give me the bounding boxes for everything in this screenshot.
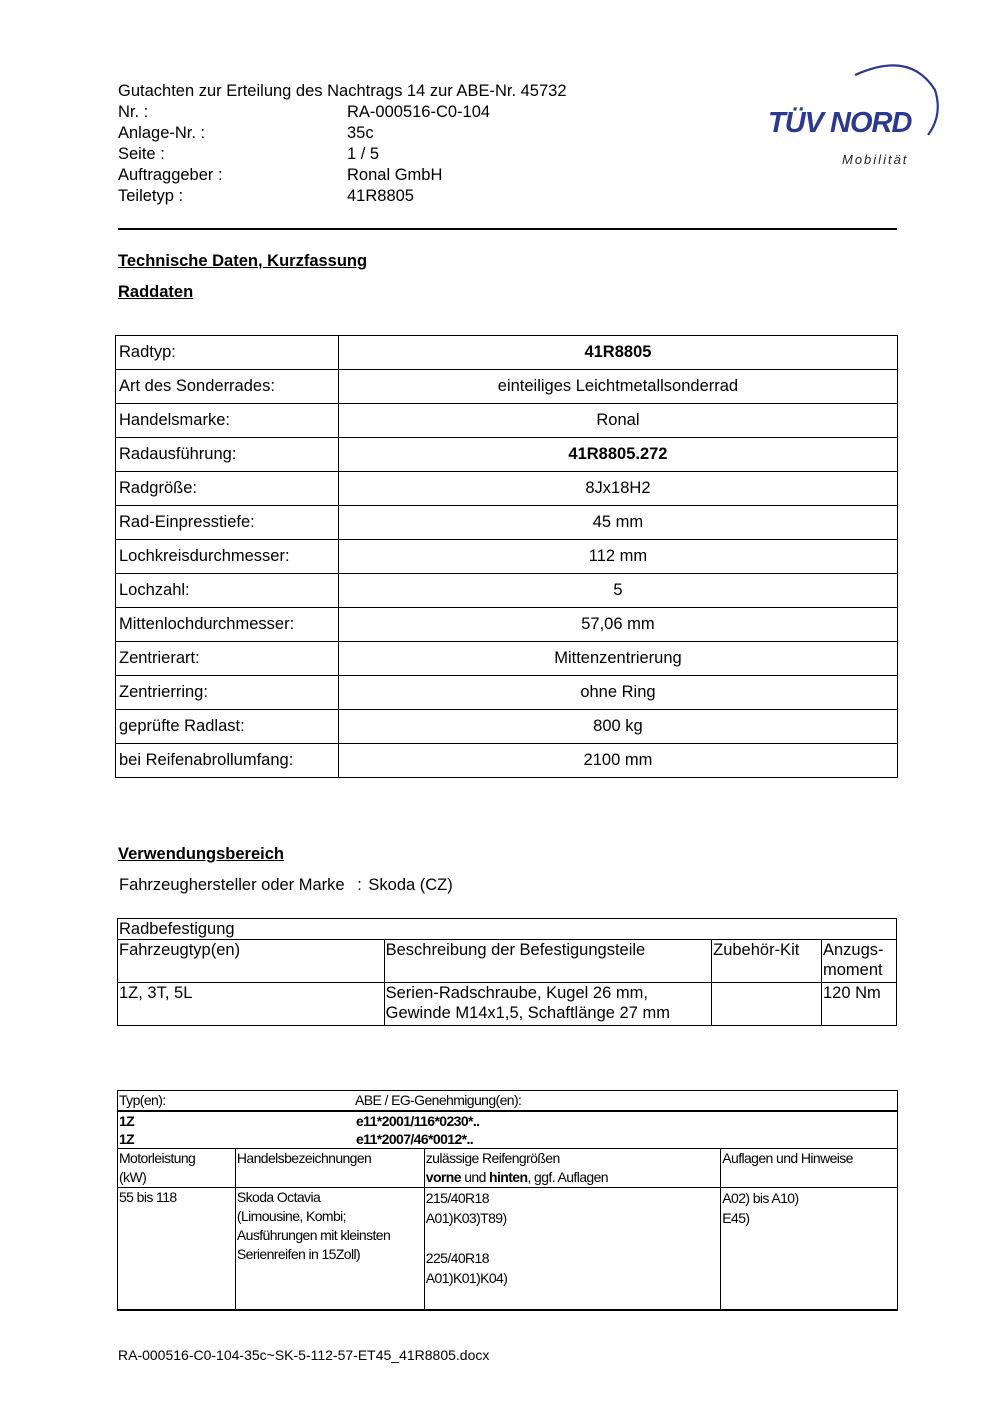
befestigung-cell — [712, 983, 822, 1026]
header-label: Teiletyp : — [118, 187, 184, 205]
hersteller-sep: : — [357, 876, 362, 894]
abe-cell-leistung: 55 bis 118 — [118, 1188, 236, 1310]
abe-gen: e11*2007/46*0012*.. — [356, 1131, 474, 1147]
abe-header-leistung: Motorleistung (kW) — [118, 1149, 236, 1188]
abe-header-handel: Handelsbezeichnungen — [235, 1149, 424, 1188]
abe-type: 1Z — [119, 1131, 135, 1147]
abe-header-und: und — [460, 1169, 490, 1185]
header-row-anlage — [118, 123, 567, 144]
raddaten-value: 41R8805 — [338, 336, 897, 370]
raddaten-label: Lochzahl: — [116, 574, 339, 608]
radbefestigung-table — [117, 918, 897, 1026]
header-row-auftraggeber — [118, 165, 567, 186]
raddaten-value: 45 mm — [338, 506, 897, 540]
raddaten-value: ohne Ring — [338, 676, 897, 710]
hersteller-line — [119, 876, 453, 895]
abe-table — [117, 1090, 898, 1311]
befestigung-title: Radbefestigung — [118, 919, 897, 940]
raddaten-value: 8Jx18H2 — [338, 472, 897, 506]
befestigung-cell: Serien-Radschraube, Kugel 26 mm, Gewinde M14x1,5, Schaftlänge 27 mm — [384, 983, 711, 1026]
abe-header-vorne: vorne — [425, 1169, 461, 1185]
raddaten-label: Mittenlochdurchmesser: — [116, 608, 339, 642]
abe-data-row — [118, 1188, 898, 1310]
document-footer: RA-000516-C0-104-35c~SK-5-112-57-ET45_41R8805.docx — [118, 1347, 490, 1363]
raddaten-value: 112 mm — [338, 540, 897, 574]
raddaten-value: Ronal — [338, 404, 897, 438]
abe-types-cell — [118, 1111, 898, 1149]
raddaten-row — [116, 608, 898, 642]
raddaten-row — [116, 676, 898, 710]
befestigung-header-cell: Zubehör-Kit — [712, 940, 822, 983]
raddaten-label: Handelsmarke: — [116, 404, 339, 438]
befestigung-title-row — [118, 919, 897, 940]
raddaten-row — [116, 744, 898, 778]
logo-brand: TÜV NORD — [768, 107, 912, 139]
raddaten-row — [116, 336, 898, 370]
raddaten-row — [116, 540, 898, 574]
header-value: 41R8805 — [347, 187, 414, 205]
befestigung-header-cell: Beschreibung der Befestigungsteile — [384, 940, 711, 983]
raddaten-value: 41R8805.272 — [338, 438, 897, 472]
tuev-nord-logo — [760, 55, 945, 175]
raddaten-label: Zentrierring: — [116, 676, 339, 710]
header-divider — [118, 228, 897, 230]
abe-header-rest: , ggf. Auflagen — [527, 1169, 608, 1185]
raddaten-value: 5 — [338, 574, 897, 608]
header-label: Nr. : — [118, 103, 149, 121]
abe-label-row — [118, 1091, 898, 1112]
abe-cell-auflagen: A02) bis A10) E45) — [721, 1188, 898, 1310]
raddaten-value: Mittenzentrierung — [338, 642, 897, 676]
befestigung-cell: 1Z, 3T, 5L — [118, 983, 385, 1026]
raddaten-value: 800 kg — [338, 710, 897, 744]
section-technische-daten: Technische Daten, Kurzfassung — [118, 252, 368, 270]
header-value: Ronal GmbH — [347, 166, 443, 184]
raddaten-label: geprüfte Radlast: — [116, 710, 339, 744]
befestigung-header-cell: Fahrzeugtyp(en) — [118, 940, 385, 983]
abe-cell-handel: Skoda Octavia (Limousine, Kombi; Ausführungen mit kleinsten Serienreifen in 15Zoll) — [235, 1188, 424, 1310]
raddaten-row — [116, 370, 898, 404]
raddaten-row — [116, 472, 898, 506]
header-value: RA-000516-C0-104 — [347, 103, 491, 121]
raddaten-row — [116, 404, 898, 438]
header-row-nr — [118, 102, 567, 123]
header-row-teiletyp — [118, 186, 567, 207]
abe-header-auflagen: Auflagen und Hinweise — [721, 1149, 898, 1188]
header-label: Auftraggeber : — [118, 166, 223, 184]
abe-cell-reifen: 215/40R18 A01)K03)T89) 225/40R18 A01)K01)K04) — [424, 1188, 720, 1310]
header-row-seite — [118, 144, 567, 165]
hersteller-label: Fahrzeughersteller oder Marke — [119, 876, 345, 894]
raddaten-row — [116, 710, 898, 744]
raddaten-label: Radausführung: — [116, 438, 339, 472]
raddaten-row — [116, 642, 898, 676]
befestigung-cell: 120 Nm — [822, 983, 897, 1026]
section-verwendungsbereich: Verwendungsbereich — [118, 845, 284, 863]
raddaten-row — [116, 438, 898, 472]
raddaten-label: Radgröße: — [116, 472, 339, 506]
document-title: Gutachten zur Erteilung des Nachtrags 14 zur ABE-Nr. 45732 — [118, 82, 567, 100]
section-raddaten: Raddaten — [118, 283, 194, 301]
logo-sub: Mobilität — [842, 152, 909, 167]
befestigung-header-row — [118, 940, 897, 983]
raddaten-value: 57,06 mm — [338, 608, 897, 642]
abe-header-reifen — [424, 1149, 720, 1188]
raddaten-label: Rad-Einpresstiefe: — [116, 506, 339, 540]
raddaten-row — [116, 574, 898, 608]
raddaten-label: Zentrierart: — [116, 642, 339, 676]
abe-header-reifen-1: zulässige Reifengrößen — [425, 1150, 560, 1166]
abe-type: 1Z — [119, 1113, 135, 1129]
abe-typ-label: Typ(en): — [119, 1092, 166, 1108]
abe-header-hinten: hinten — [489, 1169, 528, 1185]
abe-gen-label: ABE / EG-Genehmigung(en): — [355, 1092, 522, 1108]
befestigung-data-row — [118, 983, 897, 1026]
header-label: Seite : — [118, 145, 165, 163]
abe-header-row — [118, 1149, 898, 1188]
raddaten-label: Art des Sonderrades: — [116, 370, 339, 404]
raddaten-label: Lochkreisdurchmesser: — [116, 540, 339, 574]
header-label: Anlage-Nr. : — [118, 124, 206, 142]
header-value: 1 / 5 — [347, 145, 380, 163]
raddaten-row — [116, 506, 898, 540]
header-value: 35c — [347, 124, 374, 142]
abe-type-line — [119, 1112, 896, 1130]
befestigung-header-cell: Anzugs- moment — [822, 940, 897, 983]
hersteller-value: Skoda (CZ) — [368, 876, 453, 894]
abe-gen: e11*2001/116*0230*.. — [356, 1113, 480, 1129]
raddaten-value: einteiliges Leichtmetallsonderrad — [338, 370, 897, 404]
abe-type-line — [119, 1130, 896, 1148]
raddaten-value: 2100 mm — [338, 744, 897, 778]
document-header — [118, 81, 567, 207]
abe-types-row — [118, 1111, 898, 1149]
raddaten-label: bei Reifenabrollumfang: — [116, 744, 339, 778]
abe-label-cell — [118, 1091, 898, 1112]
raddaten-table — [115, 335, 898, 778]
raddaten-label: Radtyp: — [116, 336, 339, 370]
